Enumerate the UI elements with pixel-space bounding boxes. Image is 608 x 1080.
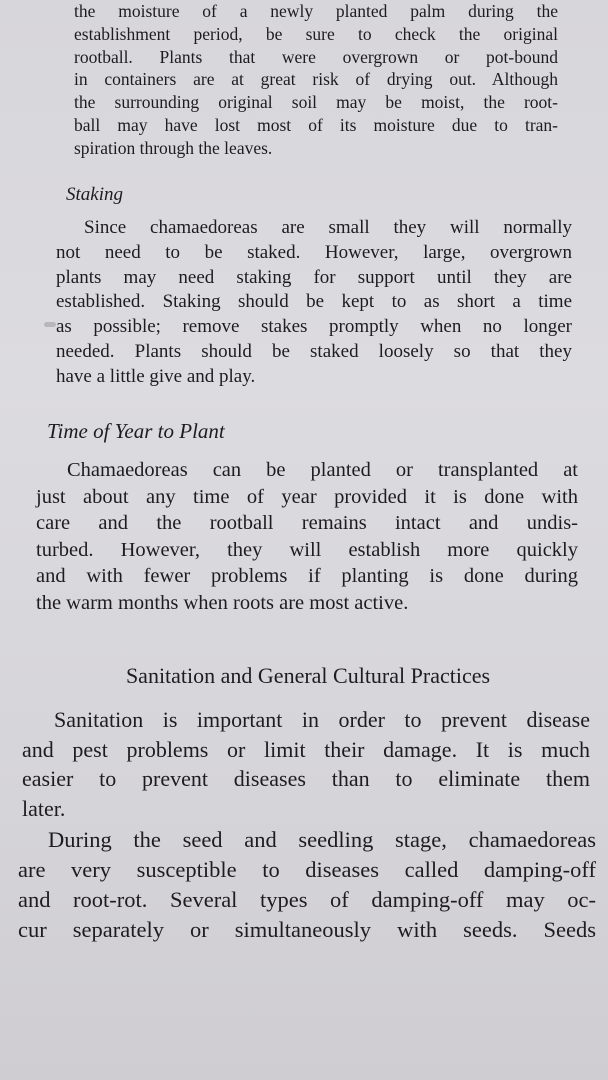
section-heading-staking: Staking [66,184,123,205]
text-line: just about any time of year provided it is done with [36,485,578,508]
text-line: the warm months when roots are most active. [36,591,409,614]
text-line: cur separately or simultaneously with seeds. Seeds [18,917,596,942]
paragraph-damping-off [18,825,596,945]
paragraph-sanitation-importance [22,705,590,823]
text-line: establishment period, be sure to check the original [74,23,558,44]
text-line: in containers are at great risk of drying out. Although [74,69,558,90]
text-line: the surrounding original soil may be moist, the root- [74,92,558,113]
section-heading-time-of-year: Time of Year to Plant [47,419,225,443]
text-line: Sanitation is important in order to prevent disease [54,707,590,732]
text-line: ball may have lost most of its moisture due to tran- [74,114,558,135]
text-line: later. [22,795,66,821]
print-smudge [44,322,56,327]
text-line: plants may need staking for support until they are [56,266,572,288]
text-line: easier to prevent diseases than to eliminate them [22,766,590,791]
section-heading-sanitation: Sanitation and General Cultural Practices [125,663,491,688]
text-line: needed. Plants should be staked loosely so that they [56,340,572,362]
text-line: are very susceptible to diseases called damping-off [18,857,596,882]
text-line: have a little give and play. [56,365,256,387]
text-line: turbed. However, they will establish more quickly [36,538,578,561]
text-line: not need to be staked. However, large, overgrown [56,241,572,263]
paragraph-staking [56,216,572,390]
text-line: and with fewer problems if planting is done during [36,565,578,588]
text-line: established. Staking should be kept to as short a time [56,291,572,313]
text-line: and pest problems or limit their damage. It is much [22,736,590,762]
paragraph-time-of-year [36,457,578,617]
text-line: Since chamaedoreas are small they will normally [84,217,572,238]
text-line: and root-rot. Several types of damping-off may oc- [18,887,596,912]
paragraph-rootball-moisture [74,0,558,160]
text-line: the moisture of a newly planted palm during the [74,1,558,21]
text-line: Chamaedoreas can be planted or transplanted at [67,459,578,481]
text-line: as possible; remove stakes promptly when no longer [56,316,572,338]
text-line: spiration through the leaves. [74,137,273,158]
text-line: During the seed and seedling stage, chamaedoreas [48,827,596,852]
text-line: care and the rootball remains intact and undis- [36,512,578,535]
text-line: rootball. Plants that were overgrown or pot-bound [74,46,558,67]
